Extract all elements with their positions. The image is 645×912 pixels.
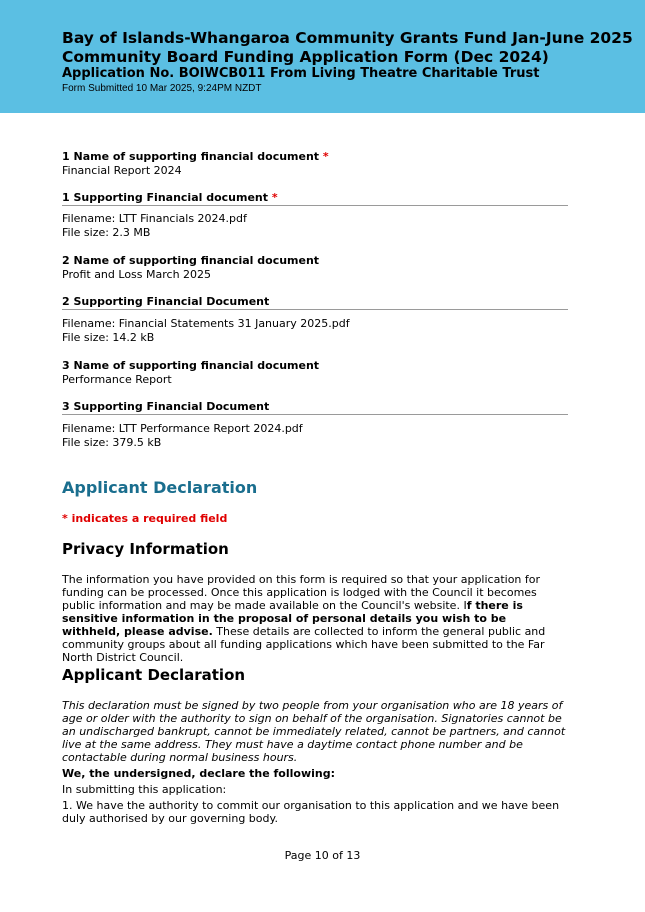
doc2-name-label: 2 Name of supporting financial document: [62, 254, 320, 267]
submitting-intro: In submitting this application:: [62, 783, 227, 796]
declaration-heading: Applicant Declaration: [62, 666, 246, 684]
declaration-item-1: 1. We have the authority to commit our organisation to this application and we have been duly authorised by our governing body.: [62, 799, 560, 825]
privacy-paragraph: The information you have provided on this form is required so that your application for funding can be processed. Once this application is lodged with the Council it becomes public information and may be made available on the Council's website. If there is sensitive information in the proposal of personal details you wish to be withheld, please advise. These details are collected to inform the general public and community groups about all funding applications which have been submitted to the Far North District Council.: [62, 573, 546, 664]
required-marker: *: [271, 191, 278, 204]
doc3-name-label: 3 Name of supporting financial document: [62, 359, 320, 372]
divider: [62, 205, 568, 206]
required-marker: *: [322, 150, 329, 163]
form-title: Bay of Islands-Whangaroa Community Grants Fund Jan-June 2025 Community Board Funding Application Form (Dec 2024): [62, 29, 633, 66]
doc1-name-label: 1 Name of supporting financial document *: [62, 150, 329, 163]
divider: [62, 309, 568, 310]
required-field-note: * indicates a required field: [62, 512, 228, 525]
declaration-instructions: This declaration must be signed by two people from your organisation who are 18 years of age or older with the authority to sign on behalf of the organisation. Signatories cannot be an undischarged bankrupt, cannot be immediately related, cannot be partners, and cannot live at the same address. They must have a daytime contact phone number and be contactable during normal business hours.: [62, 699, 566, 764]
section-title: Applicant Declaration: [62, 478, 258, 497]
form-header: [0, 0, 645, 113]
doc1-filesize: File size: 2.3 MB: [62, 226, 151, 239]
doc2-filesize: File size: 14.2 kB: [62, 331, 155, 344]
page-number: Page 10 of 13: [284, 849, 361, 862]
application-number: Application No. BOIWCB011 From Living Theatre Charitable Trust: [62, 66, 540, 81]
doc1-filename: Filename: LTT Financials 2024.pdf: [62, 212, 247, 225]
submitted-timestamp: Form Submitted 10 Mar 2025, 9:24PM NZDT: [62, 83, 262, 94]
doc1-label: 1 Supporting Financial document *: [62, 191, 278, 204]
doc3-filesize: File size: 379.5 kB: [62, 436, 162, 449]
doc3-filename: Filename: LTT Performance Report 2024.pdf: [62, 422, 303, 435]
doc2-name-value: Profit and Loss March 2025: [62, 268, 212, 281]
doc2-label: 2 Supporting Financial Document: [62, 295, 270, 308]
declare-statement: We, the undersigned, declare the following:: [62, 767, 335, 780]
doc2-filename: Filename: Financial Statements 31 January 2025.pdf: [62, 317, 350, 330]
privacy-heading: Privacy Information: [62, 540, 229, 558]
doc3-name-value: Performance Report: [62, 373, 172, 386]
doc1-name-value: Financial Report 2024: [62, 164, 182, 177]
doc3-label: 3 Supporting Financial Document: [62, 400, 270, 413]
divider: [62, 414, 568, 415]
